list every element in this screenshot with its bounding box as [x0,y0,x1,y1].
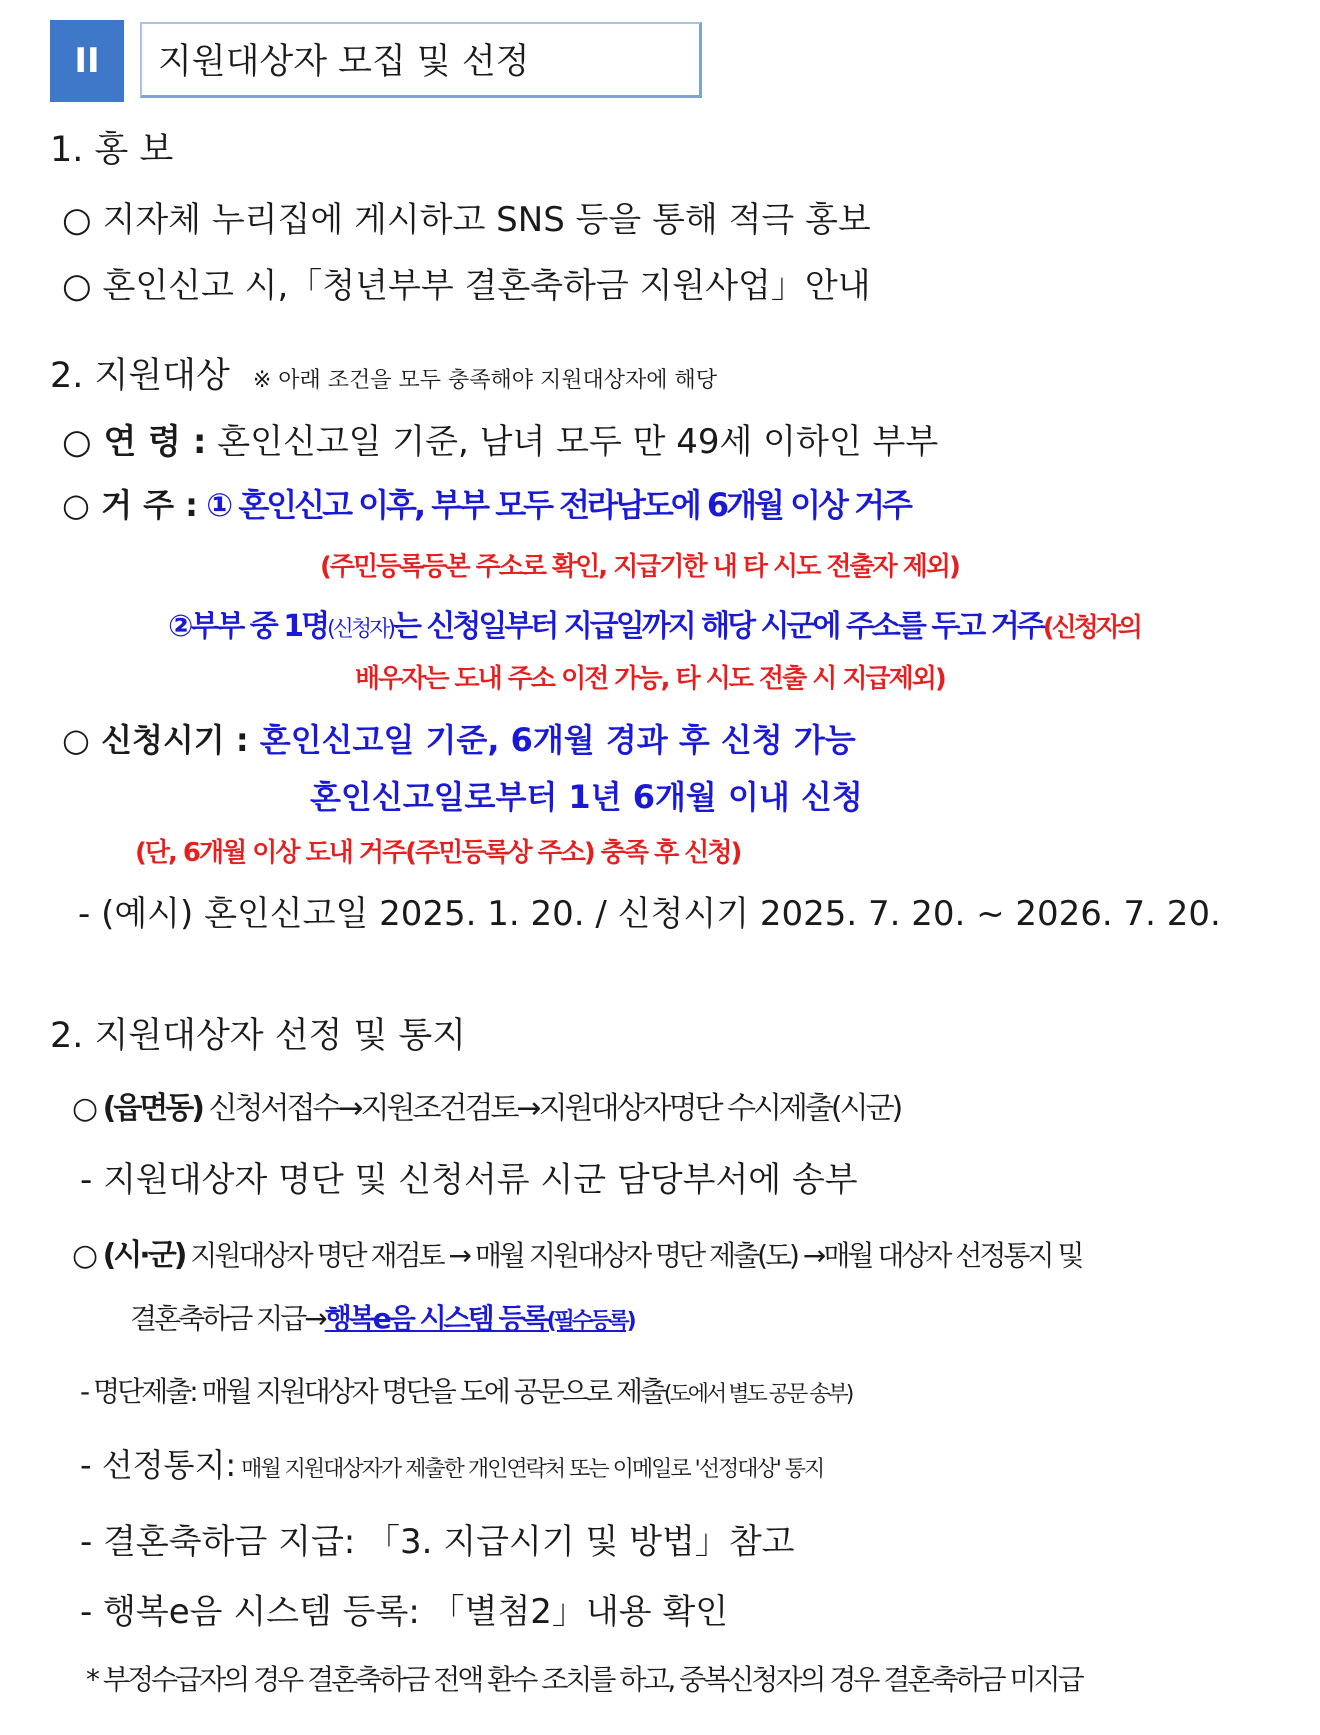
s3-detail-1-label: - 명단제출: [80,1375,196,1408]
s3-detail-2-text: 매월 지원대상자가 제출한 개인연락처 또는 이메일로 '선정대상' 통지 [236,1457,824,1482]
s3-bullet-1 [72,1083,900,1127]
residence-item-2-c: 는 신청일부터 지급일까지 해당 시군에 주소를 두고 거주 [393,609,1043,644]
s3-bullet-2 [72,1230,1082,1274]
s3-detail-1-small: (도에서 별도 공문 송부) [663,1382,852,1407]
s3-link-happy-e-eum[interactable]: 행복e음 시스템 등록 [324,1302,547,1335]
s3-detail-3: - 결혼축하금 지급: 「3. 지급시기 및 방법」참고 [80,1522,795,1562]
s3-bullet-2-label: ○ (시·군) [72,1238,185,1273]
residence-item-1-note: (주민등록등본 주소로 확인, 지급기한 내 타 시도 전출자 제외) [320,552,959,582]
s2-heading: 2. 지원대상 [50,356,230,396]
section-title: 지원대상자 모집 및 선정 [158,42,530,82]
period-example: - (예시) 혼인신고일 2025. 1. 20. / 신청시기 2025. 7. 20. ~ 2026. 7. 20. [78,894,1221,934]
age-label: ○ 연 령 : [62,422,207,462]
age-text: 혼인신고일 기준, 남녀 모두 만 49세 이하인 부부 [206,422,939,462]
s3-detail-2 [80,1440,823,1486]
residence-row [62,480,910,526]
s3-detail-1 [80,1370,851,1410]
s3-footnote: * 부정수급자의 경우 결혼축하금 전액 환수 조치를 하고, 중복신청자의 경우 결혼축하금 미지급 [86,1663,1082,1696]
residence-item-2 [168,601,1140,645]
s3-bullet-2-text: 지원대상자 명단 재검토 → 매월 지원대상자 명단 제출(도) →매월 대상자 선정통지 및 [184,1239,1082,1272]
period-text-2: 혼인신고일로부터 1년 6개월 이내 신청 [310,778,863,816]
s3-bullet-1-text: 신청서접수→지원조건검토→지원대상자명단 수시제출(시군) [201,1091,901,1126]
s3-bullet-2-line2 [130,1297,634,1337]
residence-item-1: ① 혼인신고 이후, 부부 모두 전라남도에 6개월 이상 거주 [197,486,910,524]
s3-bullet-1-sub: - 지원대상자 명단 및 신청서류 시군 담당부서에 송부 [80,1160,858,1200]
s1-heading: 1. 홍 보 [50,130,174,170]
s3-detail-1-text: 매월 지원대상자 명단을 도에 공문으로 제출 [195,1375,664,1408]
residence-label: ○ 거 주 : [62,486,198,524]
age-row [62,414,938,463]
s1-bullet-1: ○ 지자체 누리집에 게시하고 SNS 등을 통해 적극 홍보 [62,200,871,240]
s2-note: ※ 아래 조건을 모두 충족해야 지원대상자에 해당 [252,368,718,393]
s3-detail-2-label: - 선정통지: [80,1446,237,1484]
period-text-1: 혼인신고일 기준, 6개월 경과 후 신청 가능 [248,721,856,759]
section-number: II [74,41,100,81]
s3-heading: 2. 지원대상자 선정 및 통지 [50,1016,466,1056]
section-number-box [50,20,124,102]
s3-detail-4: - 행복e음 시스템 등록: 「별첨2」내용 확인 [80,1592,729,1632]
s3-bullet-1-label: ○ (읍면동) [72,1091,202,1126]
period-note: (단, 6개월 이상 도내 거주(주민등록상 주소) 충족 후 신청) [135,838,741,868]
residence-item-2-b: (신청자) [327,617,394,642]
residence-item-2-note: 배우자는 도내 주소 이전 가능, 타 시도 전출 시 지급제외) [355,664,945,694]
period-label: ○ 신청시기 : [62,721,249,759]
s2-heading-row [50,348,717,398]
s3-link-required[interactable]: (필수등록) [546,1309,634,1334]
s1-bullet-2: ○ 혼인신고 시,「청년부부 결혼축하금 지원사업」안내 [62,266,871,306]
residence-item-2-d: (신청자의 [1042,613,1141,643]
s3-bullet-2-text2: 결혼축하금 지급→ [130,1302,325,1335]
residence-item-2-a: ②부부 중 1명 [168,609,328,644]
period-row [62,715,856,761]
